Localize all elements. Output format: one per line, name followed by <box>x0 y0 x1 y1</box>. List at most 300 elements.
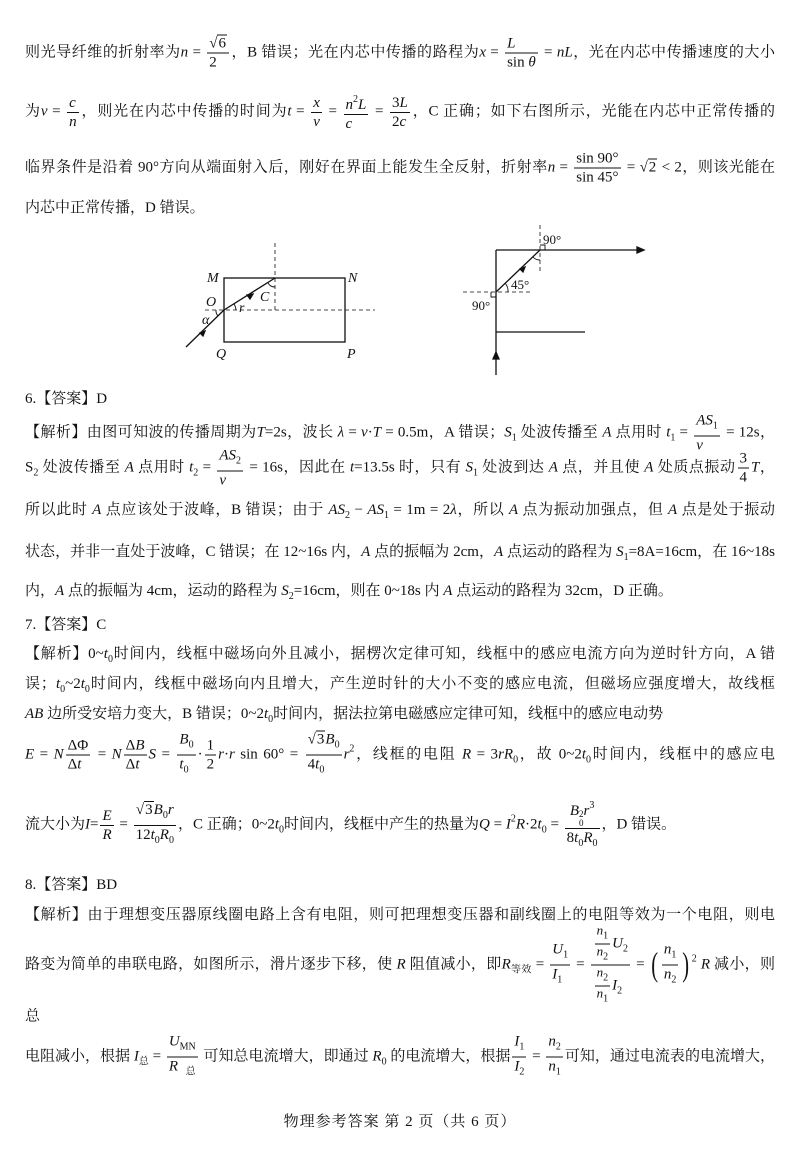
text-run: ，光在内芯中传播速度的大小 <box>572 44 775 61</box>
arrow-head <box>247 294 253 299</box>
text-run: = <box>528 1048 545 1065</box>
subscript: 总 <box>138 1056 149 1068</box>
subscript: 0 <box>279 824 285 836</box>
denominator <box>66 756 91 774</box>
subscript: 2 <box>193 467 199 479</box>
math-symbol: T <box>372 424 382 441</box>
text-run: = <box>156 746 176 763</box>
subscript: 0 <box>188 739 194 751</box>
denominator <box>565 829 600 853</box>
numerator <box>134 801 176 826</box>
denominator <box>550 966 570 990</box>
text-run: 1 <box>206 737 215 754</box>
math-symbol: R <box>461 746 472 763</box>
math-symbol: t <box>537 816 542 833</box>
math-symbol: R <box>515 816 526 833</box>
text-run: 【解析】0~ <box>25 646 104 662</box>
math-symbol: U <box>168 1033 180 1050</box>
label-n: N <box>348 271 358 286</box>
math-symbol: R <box>102 826 112 843</box>
denominator <box>217 472 243 490</box>
numerator <box>306 731 342 756</box>
numerator <box>512 1033 526 1058</box>
denominator <box>546 1058 563 1082</box>
fraction <box>512 1033 526 1082</box>
fraction <box>546 1033 563 1082</box>
math-symbol: S <box>281 583 289 599</box>
denominator <box>595 987 611 1007</box>
text-run: 的电流增大，根据 <box>386 1048 511 1065</box>
text-run: ，线框的电阻 <box>354 746 462 763</box>
text-run: 处波传播至 <box>38 459 125 476</box>
text-line <box>25 875 775 895</box>
text-run: 减小，则总 <box>25 956 775 1025</box>
radical-sign-icon: √ <box>135 801 145 818</box>
numerator <box>595 966 611 987</box>
text-run: 点用时 <box>611 424 667 441</box>
math-symbol: t <box>315 756 320 773</box>
math-symbol: t <box>349 459 355 476</box>
text-run: · <box>223 746 229 763</box>
subscript: 1 <box>603 993 609 1005</box>
fraction <box>662 941 679 990</box>
math-symbol: n <box>548 1033 556 1050</box>
text-line <box>25 704 775 730</box>
fraction <box>100 807 113 844</box>
math-symbol: θ <box>528 54 536 71</box>
math-symbol: R <box>159 826 169 843</box>
numerator <box>738 450 750 469</box>
math-symbol: t <box>135 756 140 773</box>
text-run: 12 <box>135 826 151 843</box>
text-run: ，故 0~2 <box>518 746 582 763</box>
angle-arc-r <box>234 304 236 310</box>
superscript: 2 <box>349 743 355 755</box>
superscript: 2 <box>578 809 584 819</box>
math-symbol: v <box>361 424 368 441</box>
numerator <box>546 1033 563 1058</box>
text-run: 电阻减小，根据 <box>25 1048 134 1065</box>
math-symbol: I <box>612 977 618 994</box>
subscript: 0 <box>84 684 90 695</box>
text-run: Δ <box>67 756 78 773</box>
text-run: = <box>92 746 112 763</box>
text-run: = <box>47 103 66 120</box>
math-symbol: A <box>443 583 453 599</box>
math-symbol: c <box>399 113 407 130</box>
fraction <box>550 941 570 990</box>
label-alpha: α <box>202 313 210 328</box>
numerator <box>177 731 195 756</box>
text-run: sin 90° <box>576 150 619 167</box>
arrow-head <box>637 247 644 253</box>
radicand: 3 <box>145 801 153 818</box>
math-symbol: r <box>583 803 590 819</box>
math-symbol: t <box>150 826 155 843</box>
text-run: 3 <box>739 450 748 467</box>
subscript: 0 <box>586 754 592 766</box>
denominator <box>595 945 611 965</box>
denominator <box>205 756 217 774</box>
text-run: = <box>115 816 132 833</box>
math-symbol: t <box>581 746 587 763</box>
right-paren: ) <box>682 946 690 983</box>
text-run: = <box>323 103 342 120</box>
right-angle-mark <box>491 292 496 297</box>
text-run: sin <box>507 54 529 71</box>
math-symbol: R <box>700 956 710 973</box>
math-symbol: S <box>465 459 473 476</box>
math-symbol: L <box>399 94 408 111</box>
radicand: 2 <box>648 159 657 176</box>
left-paren: ( <box>650 946 658 983</box>
denominator <box>512 1058 526 1082</box>
math-symbol: N <box>53 746 64 763</box>
math-symbol: t <box>179 756 184 773</box>
text-run: =16cm，则在 0~18s 内 <box>293 583 444 599</box>
numerator <box>565 797 600 829</box>
subscript: 1 <box>623 552 629 563</box>
subscript: 等效 <box>510 964 532 976</box>
subscript: 1 <box>671 949 677 961</box>
math-symbol: t <box>189 459 194 476</box>
text-run: 4 <box>739 469 748 486</box>
text-run: 2 <box>392 113 400 130</box>
text-run: 可知总电流增大，即通过 <box>199 1048 373 1065</box>
math-symbol: I <box>133 1048 139 1065</box>
subscript: 0 <box>154 834 160 846</box>
text-run: 为 <box>25 103 41 120</box>
label-bottom-90: 90° <box>472 298 491 313</box>
text-run: = <box>622 159 640 176</box>
text-run: 所以此时 <box>25 502 93 518</box>
subscript: 2 <box>623 943 629 955</box>
math-symbol: A <box>508 502 519 518</box>
subscript: 0 <box>168 834 174 846</box>
subscript: 1 <box>603 930 609 942</box>
text-run: · <box>197 746 203 763</box>
subscript: 2 <box>603 951 609 963</box>
subscript: MN <box>179 1041 196 1053</box>
math-symbol: AS <box>696 412 713 429</box>
text-run: 流大小为 <box>25 816 86 833</box>
math-symbol: Q <box>479 816 490 833</box>
text-run: ，C 正确；0~2 <box>177 816 275 833</box>
text-run: Δ <box>125 756 136 773</box>
text-run: 时间内，线框中的感应电 <box>591 746 775 763</box>
text-run: = <box>539 44 557 61</box>
fraction <box>177 731 195 780</box>
text-run: 误； <box>25 676 56 692</box>
text-run: 边所受安培力变大，B 错误；0~2 <box>43 706 264 722</box>
text-run: = 3 <box>471 746 499 763</box>
math-symbol: t <box>103 646 108 662</box>
radical-sign-icon: √ <box>307 731 316 748</box>
denominator <box>306 756 342 780</box>
fraction <box>565 797 600 853</box>
math-symbol: R <box>501 956 511 973</box>
text-run: 点的振幅为 2cm， <box>370 544 494 560</box>
math-symbol: B <box>325 731 335 748</box>
subscript: 0 <box>592 838 598 849</box>
math-symbol: t <box>55 676 61 692</box>
math-symbol: B <box>135 737 145 754</box>
text-run: S <box>25 459 34 476</box>
subscript: 2 <box>345 510 351 521</box>
text-run: 3 <box>392 94 400 111</box>
subscript: 2 <box>671 974 677 986</box>
text-run: = 16s，因此在 <box>245 459 350 476</box>
text-run: 点的振幅为 4cm，运动的路程为 <box>64 583 282 599</box>
text-run: = <box>148 1048 165 1065</box>
fraction <box>124 737 147 774</box>
math-symbol: n <box>69 113 77 130</box>
math-symbol: R <box>583 830 593 846</box>
text-run: 阻值减小，即 <box>405 956 502 973</box>
fraction <box>205 737 217 774</box>
math-symbol: R <box>168 1058 178 1075</box>
math-symbol: I <box>514 1058 520 1075</box>
subscript: 0 <box>60 684 66 695</box>
text-run: 【解析】由图可知波的传播周期为 <box>25 424 257 441</box>
subscript: 总 <box>177 1066 196 1078</box>
math-symbol: n <box>596 943 604 959</box>
math-symbol: t <box>80 676 85 692</box>
text-run: 内芯中正常传播，D 错误。 <box>25 200 205 216</box>
subscript: 1 <box>511 432 517 444</box>
math-symbol: N <box>111 746 122 763</box>
math-symbol: r <box>167 801 174 818</box>
subscript: 2 <box>33 467 39 479</box>
subscript: 2 <box>288 591 294 602</box>
math-symbol: λ <box>337 424 345 441</box>
math-symbol: I <box>505 816 511 833</box>
text-run: 6.【答案】D <box>25 391 108 407</box>
text-run: ，D 错误。 <box>601 816 677 833</box>
subscript: 0 <box>334 739 340 751</box>
text-run: = <box>198 459 216 476</box>
text-run: = 12s， <box>721 424 775 441</box>
subscript: 0 <box>319 764 325 776</box>
text-line <box>25 674 775 700</box>
text-run: = <box>489 816 506 833</box>
radical-sign-icon: √ <box>209 35 218 52</box>
square-root <box>136 801 154 819</box>
math-symbol: S <box>616 544 624 560</box>
math-symbol: nL <box>556 44 573 61</box>
math-symbol: E <box>102 807 112 824</box>
optics-diagrams <box>0 0 800 400</box>
text-run: ，则光在内芯中传播的时间为 <box>80 103 288 120</box>
math-symbol: A <box>55 583 65 599</box>
angle-arc-45 <box>505 283 508 292</box>
text-run: 点用时 <box>133 459 190 476</box>
subscript: 1 <box>563 949 569 961</box>
math-symbol: v <box>696 437 703 454</box>
denominator <box>134 826 176 850</box>
math-symbol: A <box>494 544 504 560</box>
math-symbol: B <box>179 731 189 748</box>
math-symbol: L <box>358 97 367 113</box>
text-run: = <box>531 956 549 973</box>
text-run: 8.【答案】BD <box>25 877 118 893</box>
math-symbol: c <box>345 116 353 132</box>
fraction <box>591 924 630 1007</box>
numerator <box>205 737 217 756</box>
math-symbol: r <box>343 746 350 763</box>
text-run: ， <box>759 459 775 476</box>
numerator <box>217 447 243 472</box>
radical-sign-icon: √ <box>639 159 648 176</box>
math-symbol: v <box>40 103 48 120</box>
numerator <box>550 941 570 966</box>
subscript: 0 <box>541 824 547 836</box>
math-symbol: t <box>287 103 292 120</box>
subscript: 0 <box>578 838 584 849</box>
math-symbol: A <box>668 502 678 518</box>
math-symbol: U <box>612 935 624 952</box>
text-run: =13.5s 时，只有 <box>354 459 466 476</box>
math-symbol: S <box>504 424 512 441</box>
subscript: 0 <box>381 1056 387 1068</box>
text-run: = <box>188 44 206 61</box>
superscript: 2 <box>691 953 697 965</box>
math-symbol: B <box>569 803 579 819</box>
numerator <box>66 737 91 756</box>
text-run: = 0.5m，A 错误； <box>381 424 505 441</box>
text-run: = <box>370 103 389 120</box>
text-run: =2s，波长 <box>264 424 338 441</box>
math-symbol: v <box>219 472 227 489</box>
text-run: 时间内，线框中产生的热量为 <box>284 816 480 833</box>
subscript: 1 <box>670 432 676 444</box>
radicand: 3 <box>316 731 325 748</box>
denominator <box>177 756 195 780</box>
subscript: 2 <box>603 972 609 984</box>
math-symbol: t <box>274 816 280 833</box>
text-line <box>25 615 775 635</box>
subscript: 1 <box>712 420 718 432</box>
angle-arc-alpha <box>216 310 218 316</box>
math-symbol: t <box>77 756 82 773</box>
math-symbol: I <box>552 966 558 983</box>
math-symbol: x <box>479 44 486 61</box>
text-run: = <box>632 956 649 973</box>
math-symbol: A <box>548 459 558 476</box>
fraction <box>66 737 91 774</box>
fraction <box>595 924 611 965</box>
numerator <box>662 941 679 966</box>
denominator <box>100 826 113 844</box>
subscript: 0 <box>107 654 113 665</box>
math-symbol: A <box>361 544 371 560</box>
subscript: 2 <box>617 985 623 997</box>
label-top-90: 90° <box>543 232 562 247</box>
subscript: 1 <box>384 510 389 521</box>
text-line <box>25 797 775 853</box>
text-run: = <box>555 159 573 176</box>
superscript: 2 <box>510 813 516 825</box>
fraction <box>738 450 750 487</box>
text-run: 临界条件是沿着 90°方向从端面射入后，刚好在界面上能发生全反射，折射率 <box>25 159 548 176</box>
math-symbol: r <box>228 746 235 763</box>
text-line <box>25 500 775 526</box>
text-run: 处质点振动 <box>653 459 736 476</box>
math-symbol: r <box>218 746 224 763</box>
parenthesized <box>649 941 692 990</box>
text-line <box>25 644 775 670</box>
superscript: 3 <box>589 800 595 811</box>
numerator <box>591 924 630 966</box>
text-run: sin 45° <box>576 169 619 186</box>
math-symbol: I <box>85 816 91 833</box>
math-symbol: AS <box>219 447 237 464</box>
subscript: 0 <box>162 809 168 821</box>
math-symbol: n <box>345 97 354 113</box>
text-line <box>25 905 775 925</box>
subscript: 1 <box>557 974 563 986</box>
math-symbol: rR <box>498 746 514 763</box>
text-run: − <box>350 502 368 518</box>
math-symbol: n <box>596 922 604 938</box>
text-run: = <box>546 816 563 833</box>
text-line <box>25 731 775 780</box>
text-run: 处波到达 <box>477 459 549 476</box>
text-run: 点是处于振动 <box>677 502 775 518</box>
math-symbol: L <box>507 35 516 52</box>
math-symbol: n <box>180 44 189 61</box>
text-run: 可知，通过电流表的电流增大， <box>564 1048 775 1065</box>
math-symbol: A <box>602 424 612 441</box>
text-run: 2 <box>209 54 217 71</box>
text-run: 则光导纤维的折射率为 <box>25 44 181 61</box>
text-line <box>25 1033 775 1082</box>
text-run: = <box>572 956 589 973</box>
text-run: 处波传播至 <box>516 424 603 441</box>
math-symbol: I <box>514 1033 520 1050</box>
math-symbol: AS <box>367 502 384 518</box>
math-symbol: n <box>663 941 672 958</box>
math-symbol: t <box>666 424 671 441</box>
text-run: ，B 错误；光在内芯中传播的路程为 <box>230 44 480 61</box>
math-symbol: A <box>92 502 102 518</box>
text-run: ·2 <box>525 816 538 833</box>
text-run: 2 <box>206 756 215 773</box>
text-run: 点为振动加强点，但 <box>518 502 668 518</box>
math-symbol: v <box>313 113 320 130</box>
text-run: 点运动的路程为 32cm，D 正确。 <box>452 583 673 599</box>
subscript: 0 <box>513 754 519 766</box>
text-run: · <box>367 424 373 441</box>
subscript: 2 <box>519 1066 525 1078</box>
text-line <box>25 924 775 1027</box>
math-symbol: n <box>596 964 604 980</box>
math-symbol: AB <box>25 706 44 722</box>
text-run: 点应该处于波峰，B 错误；由于 <box>101 502 329 518</box>
math-symbol: t <box>263 706 269 722</box>
denominator <box>167 1058 198 1082</box>
text-run: = <box>90 816 99 833</box>
math-symbol: n <box>548 1058 556 1075</box>
text-run: =8A=16cm，在 16~18s <box>628 544 776 560</box>
text-run: 时间内，据法拉第电磁感应定律可知，线框中的感应电动势 <box>273 706 664 722</box>
text-run: 点运动的路程为 <box>503 544 617 560</box>
label-r: r <box>239 301 245 316</box>
angle-arc-c <box>268 283 275 287</box>
text-run: ，C 正确；如下右图所示，光能在内芯中正常传播的 <box>411 103 775 120</box>
text-run: 7.【答案】C <box>25 617 107 633</box>
text-run: < 2，则该光能在 <box>657 159 775 176</box>
